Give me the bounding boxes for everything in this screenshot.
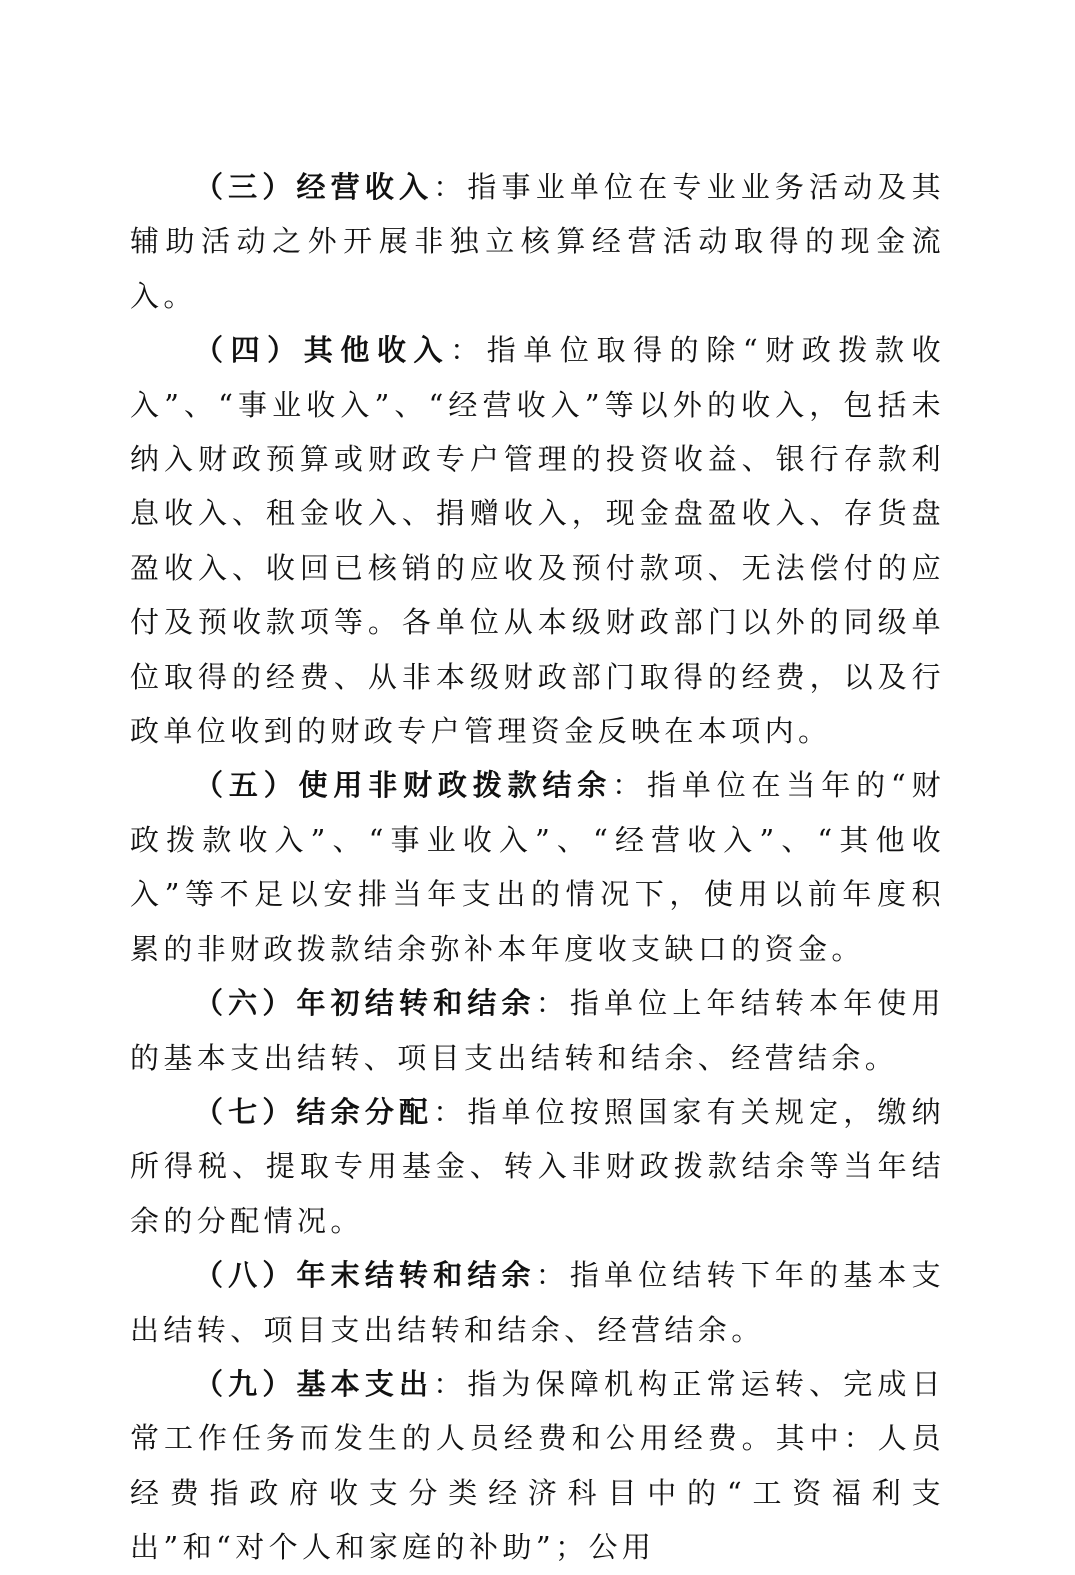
term-separator: ： xyxy=(535,986,570,1021)
term-heading: （五）使用非财政拨款结余 xyxy=(194,768,613,803)
paragraph-body: 指事业单位在专业业务活动及其辅助活动之外开展非独立核算经营活动取得的现金流入。 xyxy=(130,170,945,313)
paragraph-basic-expenditure xyxy=(130,1357,945,1575)
paragraph-body: 指单位结转下年的基本支出结转、项目支出结转和结余、经营结余。 xyxy=(130,1258,945,1347)
term-separator: ： xyxy=(450,333,487,368)
paragraph-closing-carryover xyxy=(130,1248,945,1357)
term-separator: ： xyxy=(535,1258,570,1293)
term-heading: （八）年末结转和结余 xyxy=(194,1258,536,1293)
paragraph-body: 指为保障机构正常运转、完成日常工作任务而发生的人员经费和公用经费。其中：人员经费指政府收支分类经济科目中的“工资福利支出”和“对个人和家庭的补助”；公用 xyxy=(130,1366,945,1565)
paragraph-body: 指单位取得的除“财政拨款收入”、“事业收入”、“经营收入”等以外的收入，包括未纳入财政预算或财政专户管理的投资收益、银行存款利息收入、租金收入、捐赠收入，现金盘盈收入、存货盘盈收入、收回已核销的应收及预付款项、无法偿付的应付及预收款项等。各单位从本级财政部门以外的同级单位取得的经费、从非本级财政部门取得的经费，以及行政单位收到的财政专户管理资金反映在本项内。 xyxy=(130,333,945,749)
paragraph-body: 指单位在当年的“财政拨款收入”、“事业收入”、“经营收入”、“其他收入”等不足以安排当年支出的情况下，使用以前年度积累的非财政拨款结余弥补本年度收支缺口的资金。 xyxy=(130,768,945,966)
document-page xyxy=(130,160,945,1575)
paragraph-body: 指单位上年结转本年使用的基本支出结转、项目支出结转和结余、经营结余。 xyxy=(130,986,945,1075)
term-heading: （六）年初结转和结余 xyxy=(194,986,536,1021)
paragraph-opening-carryover xyxy=(130,976,945,1085)
term-separator: ： xyxy=(433,170,468,204)
paragraph-other-income xyxy=(130,323,945,758)
term-heading: （九）基本支出 xyxy=(194,1366,434,1401)
term-heading: （三）经营收入 xyxy=(194,170,434,204)
paragraph-operating-income xyxy=(130,160,945,323)
term-separator: ： xyxy=(612,768,647,803)
paragraph-body: 指单位按照国家有关规定，缴纳所得税、提取专用基金、转入非财政拨款结余等当年结余的分配情况。 xyxy=(130,1094,945,1238)
paragraph-surplus-distribution xyxy=(130,1085,945,1248)
term-separator: ： xyxy=(433,1366,468,1401)
term-separator: ： xyxy=(433,1094,468,1129)
term-heading: （七）结余分配 xyxy=(194,1094,434,1129)
term-heading: （四）其他收入 xyxy=(194,333,451,368)
paragraph-non-fiscal-surplus xyxy=(130,758,945,976)
